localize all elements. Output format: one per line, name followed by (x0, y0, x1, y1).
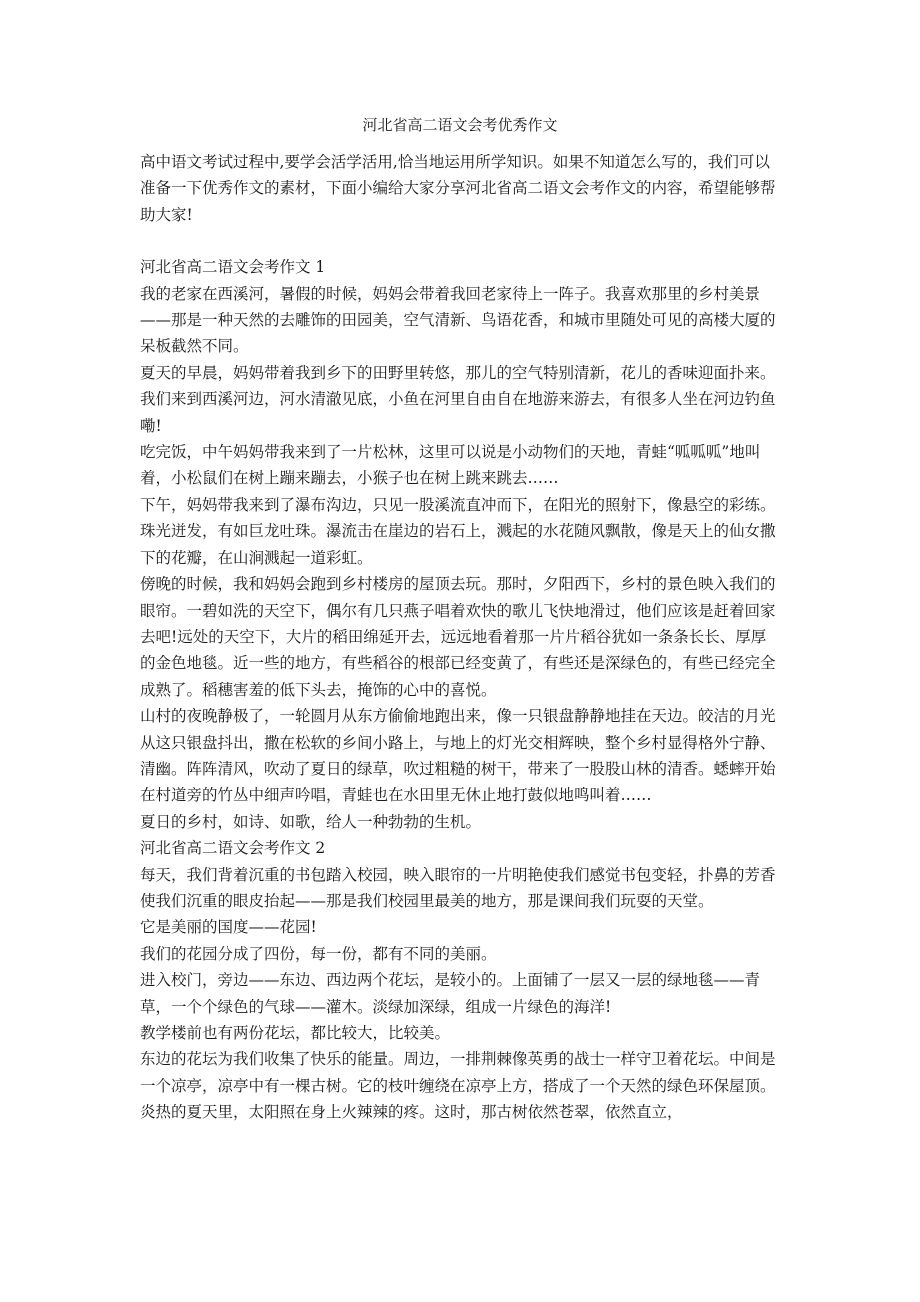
essay-1-paragraph: 我的老家在西溪河，暑假的时候，妈妈会带着我回老家待上一阵子。我喜欢那里的乡村美景——那是一种天然的去雕饰的田园美，空气清新、鸟语花香，和城市里随处可见的高楼大厦的呆板截然不同。 (140, 284, 776, 356)
essay-1-paragraph: 夏天的早晨，妈妈带着我到乡下的田野里转悠，那儿的空气特别清新，花儿的香味迎面扑来。我们来到西溪河边，河水清澈见底，小鱼在河里自由自在地游来游去，有很多人坐在河边钓鱼嘞! (140, 363, 776, 435)
essay-1-heading: 河北省高二语文会考作文 1 (140, 258, 326, 277)
paragraph-gap (140, 228, 780, 254)
essay-1-paragraph: 山村的夜晚静极了，一轮圆月从东方偷偷地跑出来，像一只银盘静静地挂在天边。皎洁的月光从这只银盘抖出，撒在松软的乡间小路上，与地上的灯光交相辉映，整个乡村显得格外宁静、清幽。阵阵清风，吹动了夏日的绿草，吹过粗糙的树干，带来了一股股山林的清香。蟋蟀开始在村道旁的竹丛中细声吟唱，青蛙也在水田里无休止地打鼓似地鸣叫着…… (140, 707, 776, 805)
document-title: 河北省高二语文会考优秀作文 (362, 116, 558, 134)
essay-2-paragraph: 进入校门，旁边——东边、西边两个花坛，是较小的。上面铺了一层又一层的绿地毯——青草，一个个绿色的气球——灌木。淡绿加深绿，组成一片绿色的海洋! (140, 971, 761, 1016)
document-body (140, 149, 780, 1126)
essay-2-paragraph: 它是美丽的国度——花园! (140, 918, 317, 937)
essay-2-paragraph: 教学楼前也有两份花坛，都比较大，比较美。 (140, 1024, 451, 1042)
essay-1-paragraph: 吃完饭，中午妈妈带我来到了一片松林，这里可以说是小动物们的天地，青蛙“呱呱呱”地叫着，小松鼠们在树上蹦来蹦去，小猴子也在树上跳来跳去…… (140, 443, 761, 488)
essay-1-paragraph: 傍晚的时候，我和妈妈会跑到乡村楼房的屋顶去玩。那时，夕阳西下，乡村的景色映入我们的眼帘。一碧如洗的天空下，偶尔有几只燕子唱着欢快的歌儿飞快地滑过，他们应该是赶着回家去吧!远处的天空下，大片的稻田绵延开去，远远地看着那一片片稻谷犹如一条条长长、厚厚的金色地毯。近一些的地方，有些稻谷的根部已经变黄了，有些还是深绿色的，有些已经完全成熟了。稻穗害羞的低下头去，掩饰的心中的喜悦。 (140, 575, 776, 699)
essay-1-paragraph: 夏日的乡村，如诗、如歌，给人一种勃勃的生机。 (140, 812, 482, 831)
intro-paragraph: 高中语文考试过程中,要学会活学活用,恰当地运用所学知识。如果不知道怎么写的，我们可以准备一下优秀作文的素材，下面小编给大家分享河北省高二语文会考作文的内容，希望能够帮助大家! (140, 153, 776, 224)
essay-1-paragraph: 下午，妈妈带我来到了瀑布沟边，只见一股溪流直冲而下，在阳光的照射下，像悬空的彩练。珠光迸发，有如巨龙吐珠。瀑流击在崖边的岩石上，溅起的水花随风飘散，像是天上的仙女撒下的花瓣，在山涧溅起一道彩虹。 (140, 495, 776, 567)
essay-2-heading: 河北省高二语文会考作文 2 (140, 839, 326, 858)
essay-2-paragraph: 我们的花园分成了四份，每一份，都有不同的美丽。 (140, 944, 497, 963)
essay-2-paragraph: 每天，我们背着沉重的书包踏入校园，映入眼帘的一片明艳使我们感觉书包变轻，扑鼻的芳香使我们沉重的眼皮抬起——那是我们校园里最美的地方，那是课间我们玩耍的天堂。 (140, 865, 776, 910)
essay-2-paragraph: 东边的花坛为我们收集了快乐的能量。周边，一排荆棘像英勇的战士一样守卫着花坛。中间是一个凉亭，凉亭中有一棵古树。它的枝叶缠绕在凉亭上方，搭成了一个天然的绿色环保屋顶。炎热的夏天里，太阳照在身上火辣辣的疼。这时，那古树依然苍翠，依然直立， (140, 1050, 776, 1122)
